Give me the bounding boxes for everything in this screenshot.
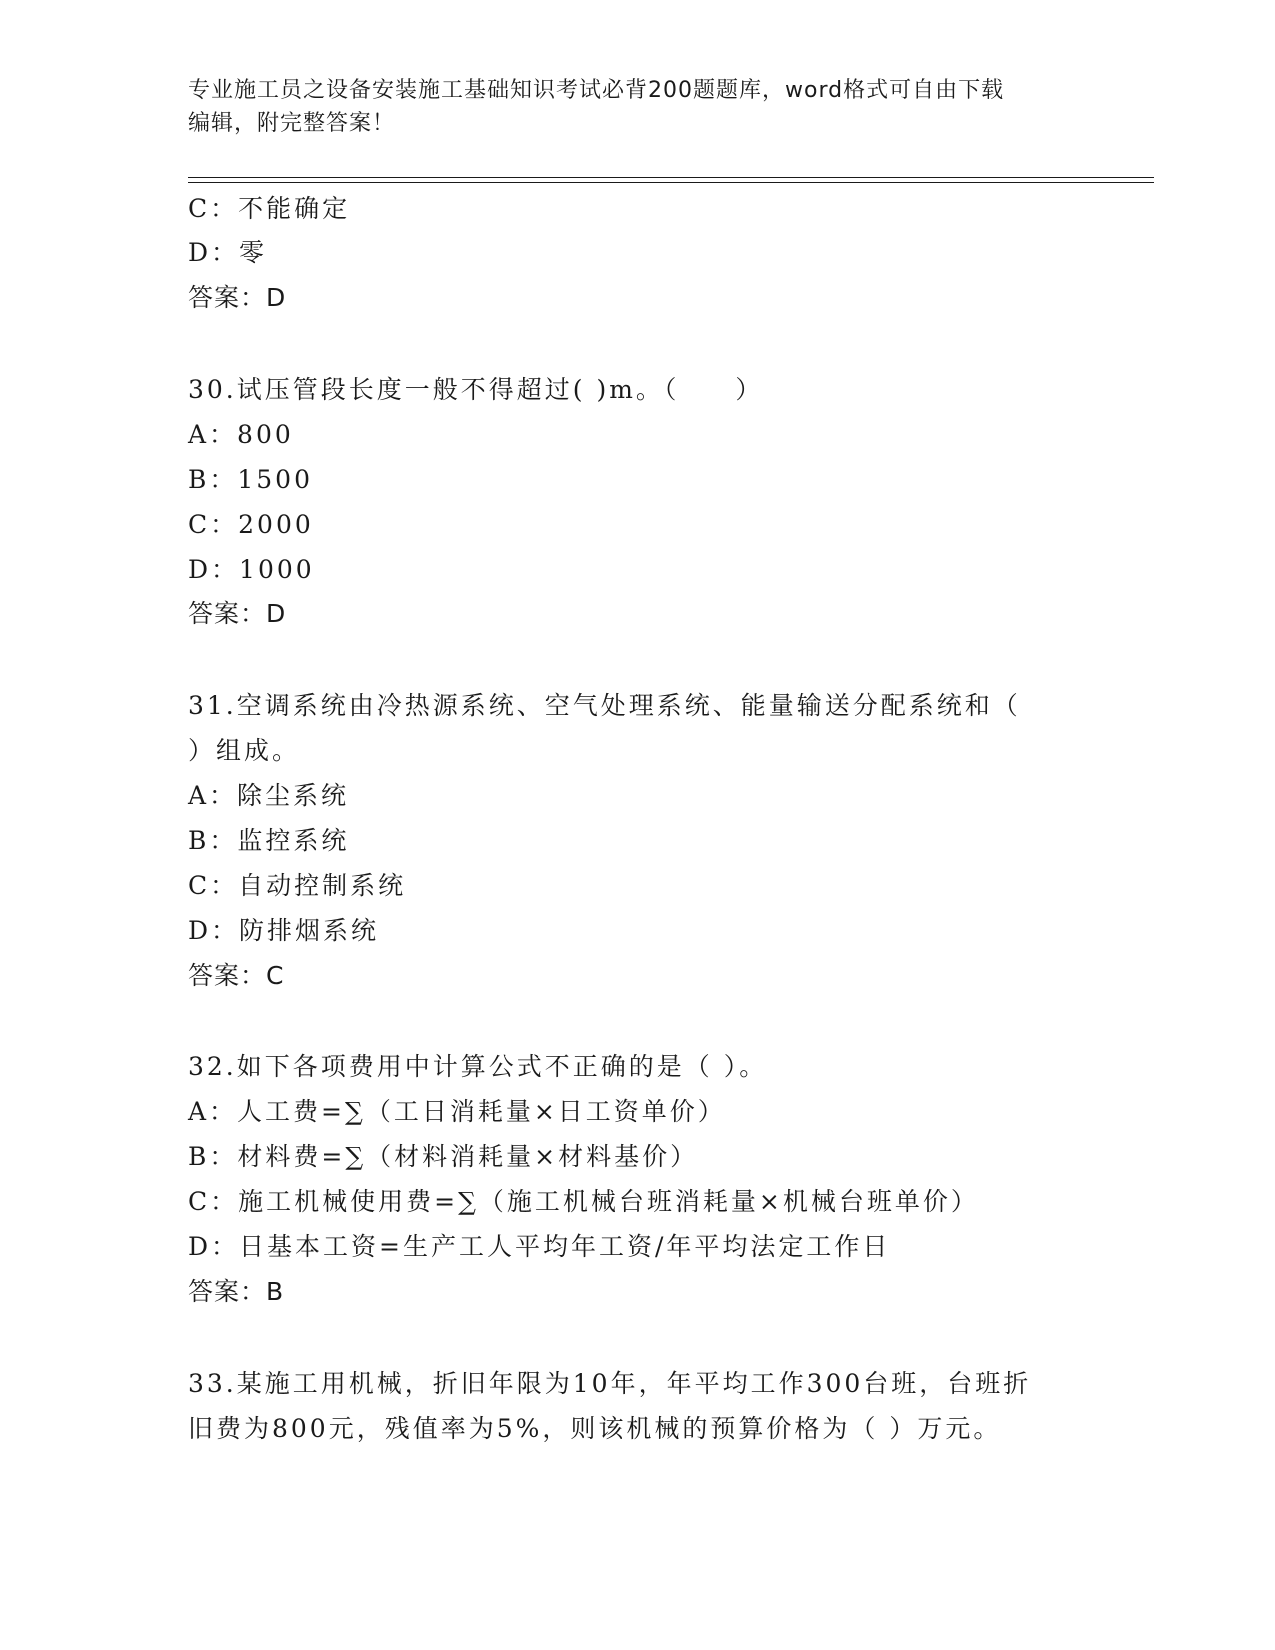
header-divider-bottom bbox=[188, 182, 1154, 183]
q29-option-d: D：零 bbox=[188, 238, 268, 267]
q32-option-c: C：施工机械使用费=∑（施工机械台班消耗量×机械台班单价） bbox=[188, 1187, 979, 1216]
q32-stem: 32.如下各项费用中计算公式不正确的是（ ）。 bbox=[188, 1052, 768, 1081]
q32-option-d: D：日基本工资=生产工人平均年工资/年平均法定工作日 bbox=[188, 1232, 891, 1261]
q31-option-c: C：自动控制系统 bbox=[188, 871, 407, 900]
q30-option-a: A：800 bbox=[188, 420, 294, 449]
q33-stem-line-1: 33.某施工用机械，折旧年限为10年，年平均工作300台班，台班折 bbox=[188, 1369, 1032, 1398]
q31-option-a: A：除尘系统 bbox=[188, 781, 350, 810]
q31-stem-line-2: ）组成。 bbox=[188, 736, 301, 765]
q31-option-b: B：监控系统 bbox=[188, 826, 350, 855]
document-header bbox=[188, 74, 1088, 140]
q30-answer: 答案：D bbox=[188, 599, 287, 628]
q31-answer: 答案：C bbox=[188, 961, 285, 990]
q32-option-a: A：人工费=∑（工日消耗量×日工资单价） bbox=[188, 1097, 726, 1126]
q30-option-d: D：1000 bbox=[188, 555, 315, 584]
q32-answer: 答案：B bbox=[188, 1277, 285, 1306]
q30-stem: 30.试压管段长度一般不得超过( )m。（ ） bbox=[188, 375, 764, 404]
q29-answer: 答案：D bbox=[188, 283, 287, 312]
q32-option-b: B：材料费=∑（材料消耗量×材料基价） bbox=[188, 1142, 699, 1171]
q29-option-c: C：不能确定 bbox=[188, 194, 351, 223]
q30-option-c: C：2000 bbox=[188, 510, 314, 539]
header-line-1: 专业施工员之设备安装施工基础知识考试必背200题题库，word格式可自由下载 bbox=[188, 78, 1005, 103]
q30-option-b: B：1500 bbox=[188, 465, 313, 494]
header-line-2: 编辑，附完整答案！ bbox=[188, 111, 396, 136]
q31-option-d: D：防排烟系统 bbox=[188, 916, 380, 945]
q31-stem-line-1: 31.空调系统由冷热源系统、空气处理系统、能量输送分配系统和（ bbox=[188, 691, 1021, 720]
q33-stem-line-2: 旧费为800元，残值率为5%，则该机械的预算价格为（ ）万元。 bbox=[188, 1414, 1002, 1443]
header-divider-top bbox=[188, 177, 1154, 178]
